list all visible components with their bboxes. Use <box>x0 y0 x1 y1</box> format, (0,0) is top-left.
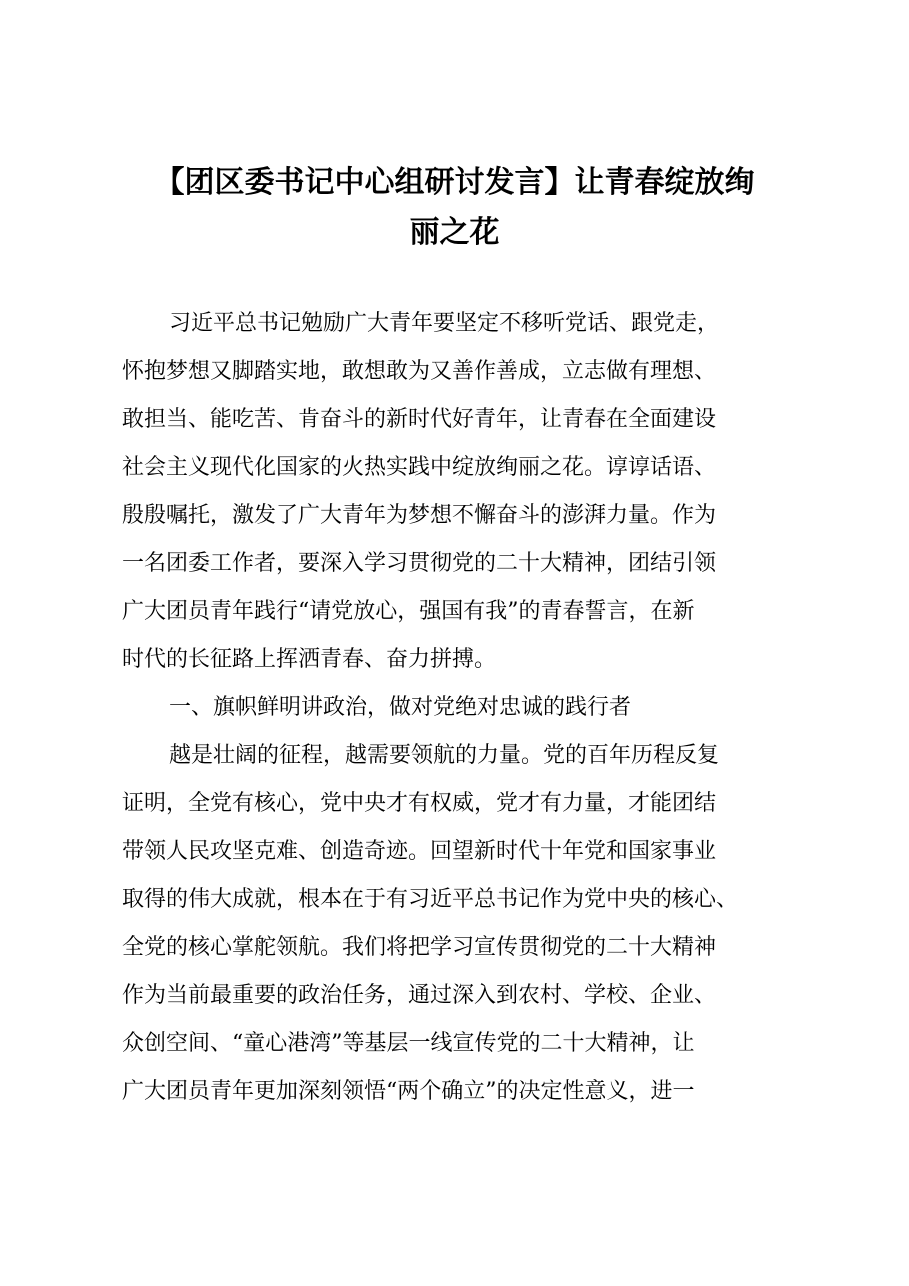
paragraph-line: 殷殷嘱托，激发了广大青年为梦想不懈奋斗的澎湃力量。作为 <box>122 503 717 528</box>
document-body <box>122 300 822 1116</box>
paragraph-line: 广大团员青年更加深刻领悟“两个确立”的决定性意义，进一 <box>122 1079 695 1104</box>
paragraph-line: 广大团员青年践行“请党放心，强国有我”的青春誓言，在新 <box>122 599 695 624</box>
document-title <box>60 158 849 258</box>
paragraph-line: 全党的核心掌舵领航。我们将把学习宣传贯彻党的二十大精神 <box>122 935 717 960</box>
paragraph-line: 取得的伟大成就，根本在于有习近平总书记作为党中央的核心、 <box>122 887 739 912</box>
paragraph-line: 时代的长征路上挥洒青春、奋力拼搏。 <box>122 647 497 672</box>
section-heading: 一、旗帜鲜明讲政治，做对党绝对忠诚的践行者 <box>169 695 632 720</box>
title-line: 【团区委书记中心组研讨发言】让青春绽放绚 <box>154 165 755 200</box>
paragraph-line: 社会主义现代化国家的火热实践中绽放绚丽之花。谆谆话语、 <box>122 455 717 480</box>
paragraph-line: 敢担当、能吃苦、肯奋斗的新时代好青年，让青春在全面建设 <box>122 407 717 432</box>
paragraph-line: 怀抱梦想又脚踏实地，敢想敢为又善作善成，立志做有理想、 <box>122 359 717 384</box>
paragraph-line: 越是壮阔的征程，越需要领航的力量。党的百年历程反复 <box>169 743 720 768</box>
paragraph-line: 一名团委工作者，要深入学习贯彻党的二十大精神，团结引领 <box>122 551 717 576</box>
paragraph-line: 带领人民攻坚克难、创造奇迹。回望新时代十年党和国家事业 <box>122 839 717 864</box>
paragraph-line: 众创空间、“童心港湾”等基层一线宣传党的二十大精神，让 <box>122 1031 695 1056</box>
paragraph-line: 习近平总书记勉励广大青年要坚定不移听党话、跟党走， <box>169 311 720 336</box>
paragraph-line: 证明，全党有核心，党中央才有权威，党才有力量，才能团结 <box>122 791 717 816</box>
title-line: 丽之花 <box>409 215 500 250</box>
paragraph-line: 作为当前最重要的政治任务，通过深入到农村、学校、企业、 <box>122 983 717 1008</box>
